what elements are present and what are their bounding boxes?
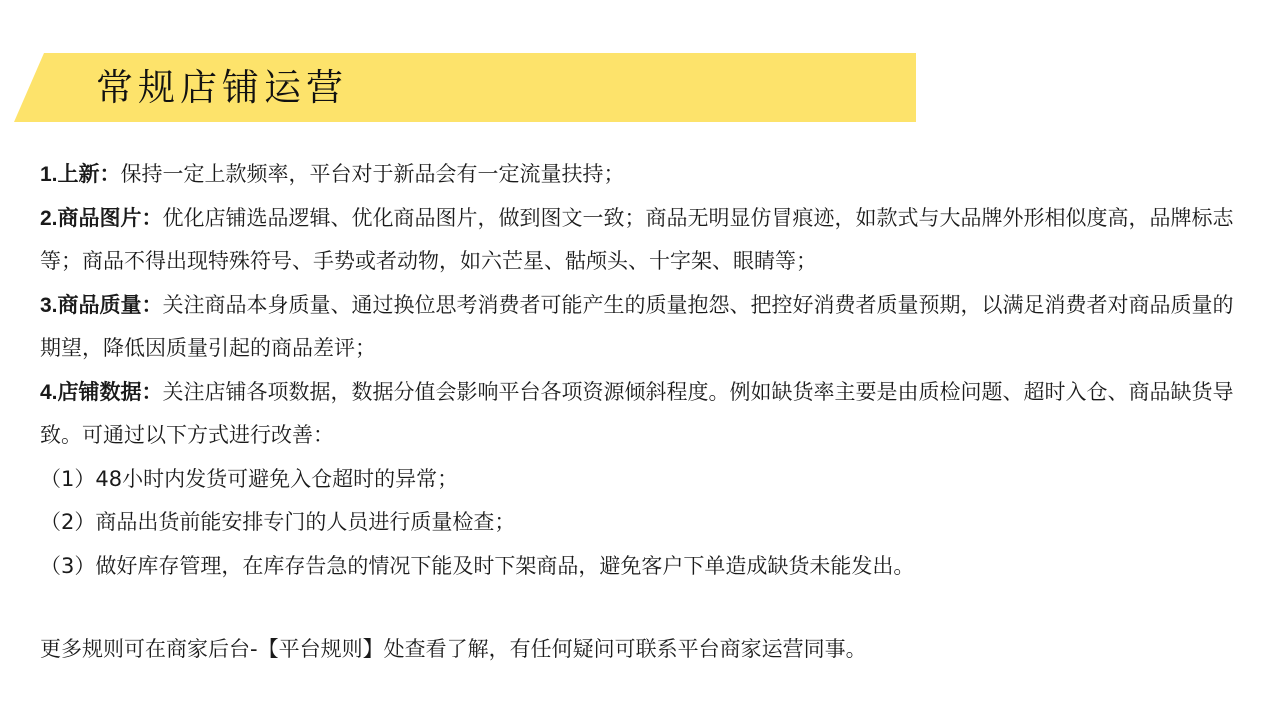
item-label: 2.商品图片： <box>40 206 163 230</box>
sub-item-2: （2）商品出货前能安排专门的人员进行质量检查； <box>40 510 516 534</box>
footer-note: 更多规则可在商家后台-【平台规则】处查看了解，有任何疑问可联系平台商家运营同事。 <box>40 637 867 661</box>
content-body <box>40 153 1240 588</box>
item-store-data <box>40 371 1240 458</box>
sub-item-1: （1）48小时内发货可避免入仓超时的异常； <box>40 466 459 491</box>
item-product-images <box>40 197 1240 284</box>
item-new-arrivals <box>40 153 1240 197</box>
item-product-quality <box>40 284 1240 371</box>
item-text: 保持一定上款频率，平台对于新品会有一定流量扶持； <box>120 162 625 186</box>
item-text: 关注商品本身质量、通过换位思考消费者可能产生的质量抱怨、把控好消费者质量预期，以满足消费者对商品质量的期望，降低因质量引起的商品差评； <box>40 292 1234 360</box>
item-text: 优化店铺选品逻辑、优化商品图片，做到图文一致；商品无明显仿冒痕迹，如款式与大品牌外形相似度高，品牌标志等；商品不得出现特殊符号、手势或者动物，如六芒星、骷颅头、十字架、眼睛等； <box>40 205 1234 273</box>
item-label: 1.上新： <box>40 163 121 186</box>
item-label: 4.店铺数据： <box>40 380 163 404</box>
item-label: 3.商品质量： <box>40 293 163 317</box>
page-title: 常规店铺运营 <box>96 66 348 109</box>
item-text: 关注店铺各项数据，数据分值会影响平台各项资源倾斜程度。例如缺货率主要是由质检问题、超时入仓、商品缺货导致。可通过以下方式进行改善： <box>40 379 1234 447</box>
sub-item-3: （3）做好库存管理，在库存告急的情况下能及时下架商品，避免客户下单造成缺货未能发出。 <box>40 553 915 578</box>
